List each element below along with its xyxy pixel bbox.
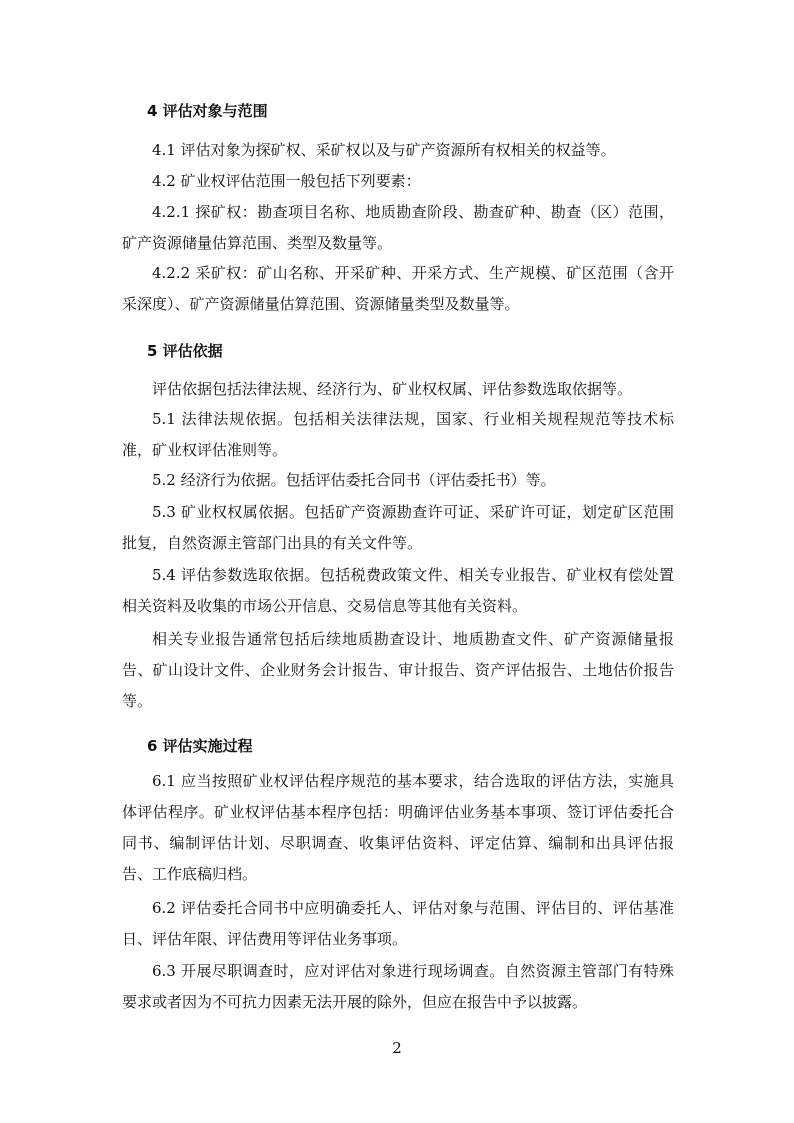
paragraph-5-4: 5.4 评估参数选取依据。包括税费政策文件、相关专业报告、矿业权有偿处置相关资料及收集的市场公开信息、交易信息等其他有关资料。: [122, 566, 674, 615]
paragraph-4-2: 4.2 矿业权评估范围一般包括下列要素：: [152, 172, 421, 190]
paragraph-6-2: 6.2 评估委托合同书中应明确委托人、评估对象与范围、评估目的、评估基准日、评估年限、评估费用等评估业务事项。: [122, 899, 674, 948]
section-5-heading: 5 评估依据: [147, 342, 223, 360]
section-6-heading: 6 评估实施过程: [147, 737, 253, 755]
section-4-heading: 4 评估对象与范围: [147, 102, 268, 120]
paragraph-5-3: 5.3 矿业权权属依据。包括矿产资源勘查许可证、采矿许可证，划定矿区范围批复，自然资源主管部门出具的有关文件等。: [122, 503, 674, 552]
paragraph-5-reports: 相关专业报告通常包括后续地质勘查设计、地质勘查文件、矿产资源储量报告、矿山设计文件、企业财务会计报告、审计报告、资产评估报告、土地估价报告等。: [122, 630, 674, 710]
page-number: 2: [392, 1039, 402, 1057]
paragraph-5-2: 5.2 经济行为依据。包括评估委托合同书（评估委托书）等。: [152, 471, 556, 489]
paragraph-4-2-2: 4.2.2 采矿权：矿山名称、开采矿种、开采方式、生产规模、矿区范围（含开采深度）、矿产资源储量估算范围、资源储量类型及数量等。: [122, 264, 674, 313]
paragraph-5-intro: 评估依据包括法律法规、经济行为、矿业权权属、评估参数选取依据等。: [152, 380, 633, 398]
paragraph-4-2-1: 4.2.1 探矿权：勘查项目名称、地质勘查阶段、勘查矿种、勘查（区）范围，矿产资源储量估算范围、类型及数量等。: [122, 203, 674, 252]
paragraph-4-1: 4.1 评估对象为探矿权、采矿权以及与矿产资源所有权相关的权益等。: [152, 141, 616, 159]
paragraph-6-1: 6.1 应当按照矿业权评估程序规范的基本要求，结合选取的评估方法，实施具体评估程序。矿业权评估基本程序包括：明确评估业务基本事项、签订评估委托合同书、编制评估计划、尽职调查、收集评估资料、评定估算、编制和出具评估报告、工作底稿归档。: [122, 772, 674, 883]
paragraph-5-1: 5.1 法律法规依据。包括相关法律法规，国家、行业相关规程规范等技术标准，矿业权评估准则等。: [122, 410, 674, 459]
paragraph-6-3: 6.3 开展尽职调查时，应对评估对象进行现场调查。自然资源主管部门有特殊要求或者因为不可抗力因素无法开展的除外，但应在报告中予以披露。: [122, 962, 674, 1011]
